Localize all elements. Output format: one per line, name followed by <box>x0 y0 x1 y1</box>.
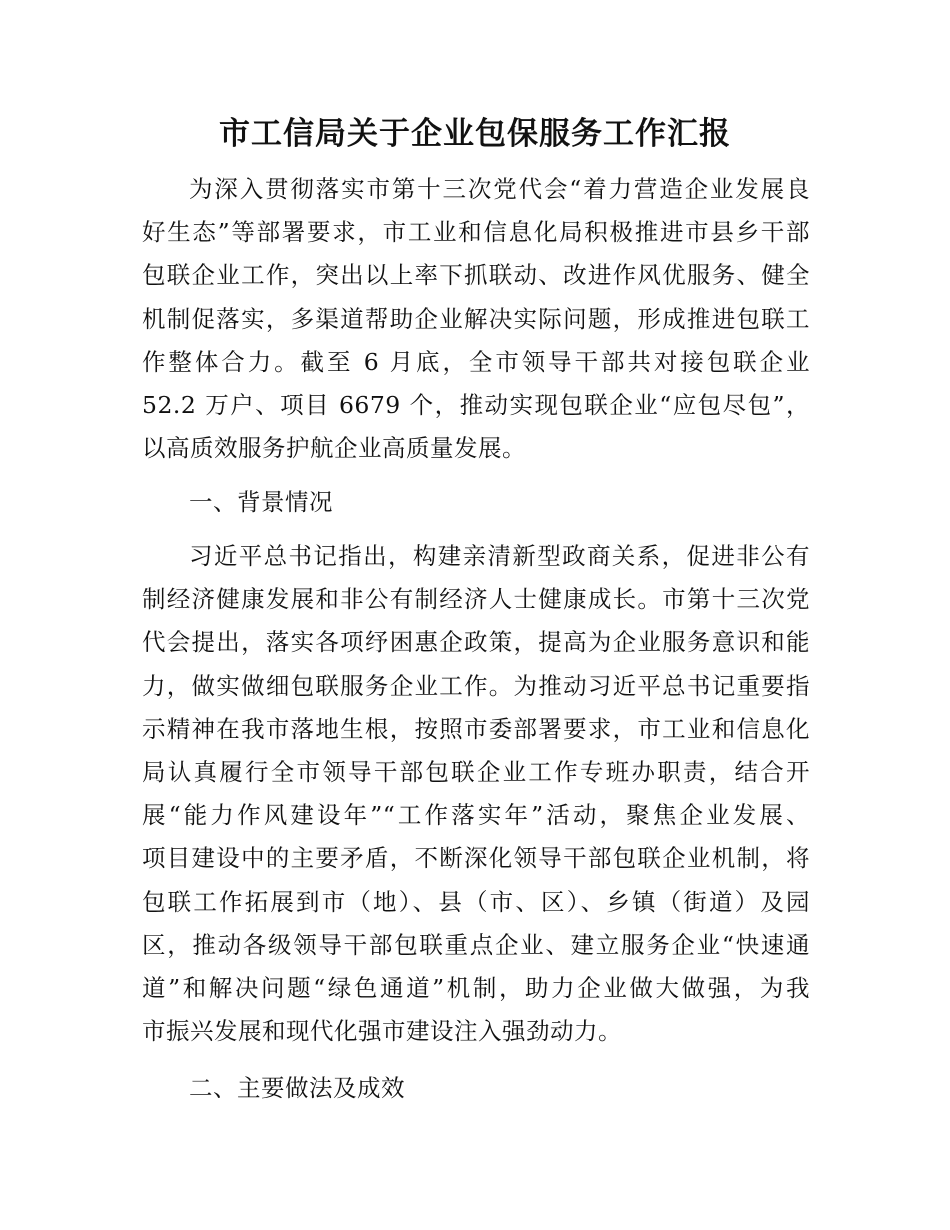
paragraph-line: 力，做实做细包联服务企业工作。为推动习近平总书记重要指 <box>142 671 810 700</box>
paragraph-line: 包联企业工作，突出以上率下抓联动、改进作风优服务、健全 <box>142 261 810 290</box>
paragraph-line: 制经济健康发展和非公有制经济人士健康成长。市第十三次党 <box>142 585 810 614</box>
paragraph-line: 区，推动各级领导干部包联重点企业、建立服务企业“快速通 <box>142 930 810 959</box>
paragraph-line: 道”和解决问题“绿色通道”机制，助力企业做大做强，为我 <box>142 974 810 1003</box>
paragraph-line: 项目建设中的主要矛盾，不断深化领导干部包联企业机制，将 <box>142 844 810 873</box>
paragraph-line: 好生态”等部署要求，市工业和信息化局积极推进市县乡干部 <box>142 218 810 247</box>
paragraph-line: 包联工作拓展到市（地）、县（市、区）、乡镇（街道）及园 <box>142 887 810 916</box>
section-heading-background: 一、背景情况 <box>189 488 333 516</box>
paragraph-line: 习近平总书记指出，构建亲清新型政商关系，促进非公有 <box>189 542 810 570</box>
paragraph-line: 代会提出，落实各项纾困惠企政策，提高为企业服务意识和能 <box>142 628 810 657</box>
paragraph-line: 52.2 万户、项目 6679 个，推动实现包联企业“应包尽包”， <box>142 391 810 420</box>
document-title: 市工信局关于企业包保服务工作汇报 <box>219 116 731 152</box>
paragraph-line: 示精神在我市落地生根，按照市委部署要求，市工业和信息化 <box>142 714 810 743</box>
paragraph-line: 市振兴发展和现代化强市建设注入强劲动力。 <box>142 1017 622 1046</box>
paragraph-line: 为深入贯彻落实市第十三次党代会“着力营造企业发展良 <box>189 175 810 203</box>
paragraph-line: 以高质效服务护航企业高质量发展。 <box>142 434 526 463</box>
background-paragraph <box>142 535 810 1053</box>
paragraph-line: 机制促落实，多渠道帮助企业解决实际问题，形成推进包联工 <box>142 304 810 333</box>
section-heading-measures: 二、主要做法及成效 <box>189 1074 405 1102</box>
paragraph-line: 作整体合力。截至 6 月底，全市领导干部共对接包联企业 <box>142 347 810 376</box>
intro-paragraph <box>142 168 810 470</box>
paragraph-line: 展“能力作风建设年”“工作落实年”活动，聚焦企业发展、 <box>142 801 810 830</box>
paragraph-line: 局认真履行全市领导干部包联企业工作专班办职责，结合开 <box>142 758 810 787</box>
